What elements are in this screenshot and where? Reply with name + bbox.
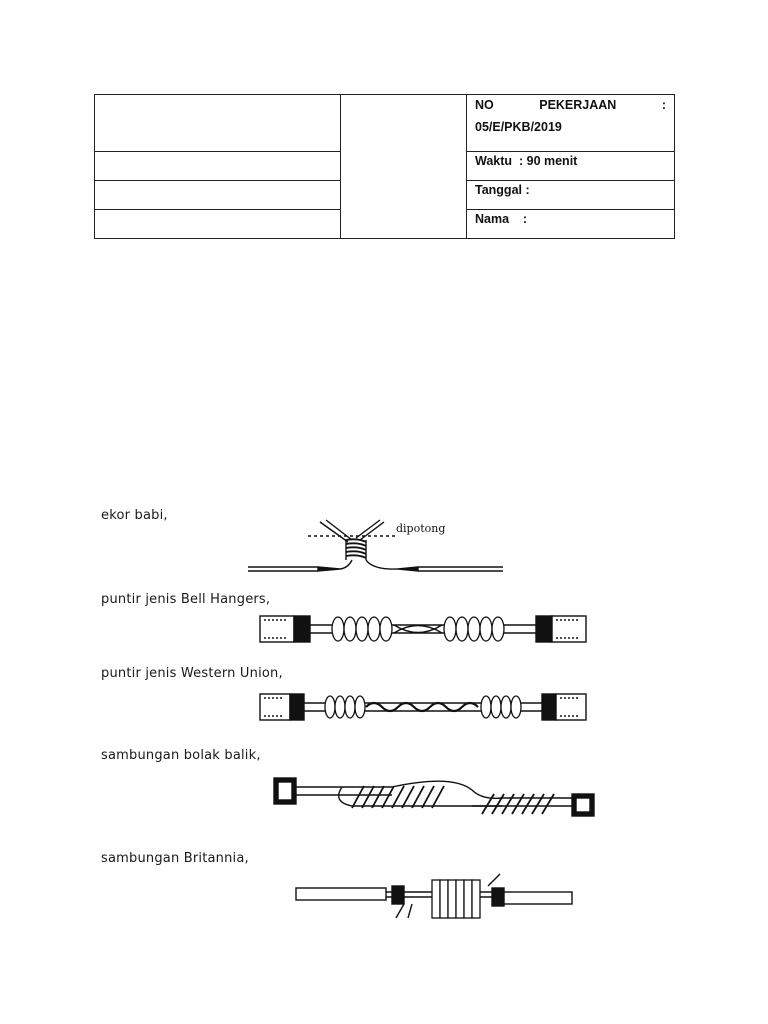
nama-text: Nama : xyxy=(475,212,528,226)
western-union-illustration xyxy=(258,690,588,724)
header-blank-cell xyxy=(95,181,341,210)
western-union-twist xyxy=(366,703,478,711)
waktu-cell xyxy=(467,152,675,181)
header-blank-cell xyxy=(95,210,341,239)
joint-label-western-union: puntir jenis Western Union, xyxy=(101,666,283,681)
no-pekerjaan-value: 05/E/PKB/2019 xyxy=(475,120,562,134)
western-union-coils-left xyxy=(325,696,365,718)
joint-label-bell-hangers: puntir jenis Bell Hangers, xyxy=(101,592,271,607)
header-blank-cell xyxy=(95,95,341,152)
joint-label-ekor-babi: ekor babi, xyxy=(101,508,168,523)
western-union-coils-right xyxy=(481,696,521,718)
nama-cell xyxy=(467,210,675,239)
tanggal-cell xyxy=(467,181,675,210)
bolak-balik-coils xyxy=(352,786,554,814)
bell-hangers-illustration xyxy=(258,612,588,646)
joint-label-bolak-balik: sambungan bolak balik, xyxy=(101,748,261,763)
britannia-coils xyxy=(432,880,480,918)
tanggal-text: Tanggal : xyxy=(475,183,530,197)
header-blank-cell xyxy=(95,152,341,181)
pekerjaan-label: PEKERJAAN xyxy=(539,98,617,112)
britannia-illustration xyxy=(292,868,577,922)
no-label: NO xyxy=(475,98,494,112)
bolak-balik-illustration xyxy=(272,772,602,822)
bell-hangers-coils-left xyxy=(332,617,392,641)
ekor-babi-illustration xyxy=(248,512,503,577)
no-pekerjaan-colon: : xyxy=(661,98,666,112)
dipotong-annotation: dipotong xyxy=(396,522,446,535)
waktu-text: Waktu : 90 menit xyxy=(475,154,578,168)
header-table xyxy=(94,94,675,239)
joint-label-britannia: sambungan Britannia, xyxy=(101,851,249,866)
header-logo-cell xyxy=(341,95,467,239)
no-pekerjaan-cell xyxy=(467,95,675,152)
bell-hangers-coils-right xyxy=(444,617,504,641)
